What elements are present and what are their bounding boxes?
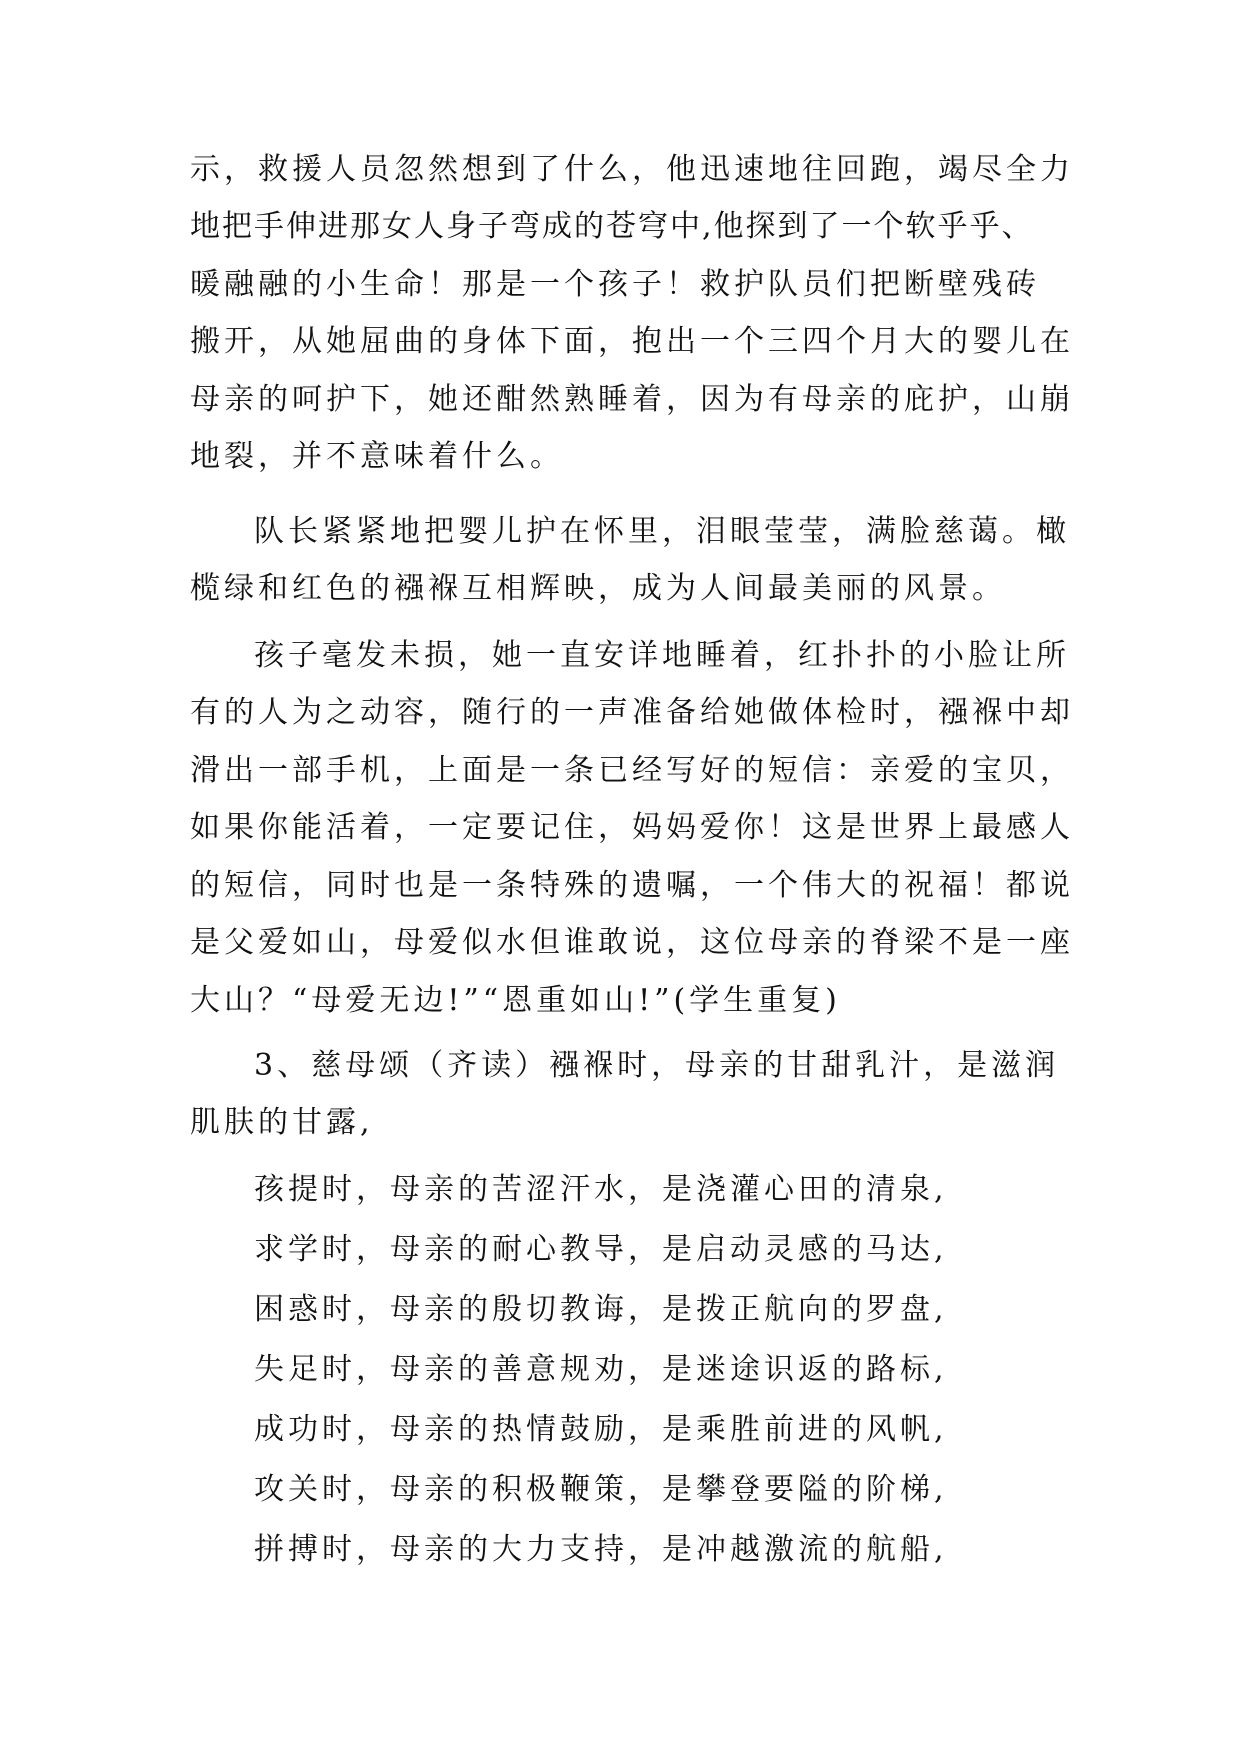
text-line: 示，救援人员忽然想到了什么，他迅速地往回跑，竭尽全力 — [190, 152, 1074, 187]
verse-line: 成功时，母亲的热情鼓励，是乘胜前进的风帆, — [254, 1412, 948, 1447]
text-line: 是父爱如山，母爱似水但谁敢说，这位母亲的脊梁不是一座 — [190, 925, 1074, 960]
text-line: 地把手伸进那女人身子弯成的苍穹中,他探到了一个软乎乎、 — [190, 209, 1034, 244]
text-line: 有的人为之动容，随行的一声准备给她做体检时，襁褓中却 — [190, 695, 1074, 730]
verse-line: 困惑时，母亲的殷切教诲，是拨正航向的罗盘, — [254, 1292, 948, 1327]
paragraph-start-line: 队长紧紧地把婴儿护在怀里，泪眼莹莹，满脸慈蔼。橄 — [254, 514, 1070, 549]
verse-line: 拼搏时，母亲的大力支持，是冲越激流的航船, — [254, 1532, 948, 1567]
text-line: 大山？“母爱无边!”“恩重如山!”(学生重复) — [190, 983, 841, 1018]
verse-line: 失足时，母亲的善意规劝，是迷途识返的路标, — [254, 1352, 948, 1387]
text-line: 的短信，同时也是一条特殊的遗嘱，一个伟大的祝福！都说 — [190, 868, 1074, 903]
text-line: 肌肤的甘露, — [190, 1105, 374, 1140]
text-line: 暖融融的小生命！那是一个孩子！救护队员们把断壁残砖 — [190, 267, 1040, 302]
text-line: 搬开，从她屈曲的身体下面，抱出一个三四个月大的婴儿在 — [190, 324, 1074, 359]
paragraph-start-line: 孩子毫发未损，她一直安详地睡着，红扑扑的小脸让所 — [254, 638, 1070, 673]
text-line: 如果你能活着，一定要记住，妈妈爱你！这是世界上最感人 — [190, 810, 1074, 845]
verse-line: 孩提时，母亲的苦涩汗水，是浇灌心田的清泉, — [254, 1172, 948, 1207]
text-line: 榄绿和红色的襁褓互相辉映，成为人间最美丽的风景。 — [190, 571, 1006, 606]
verse-line: 求学时，母亲的耐心教导，是启动灵感的马达, — [254, 1232, 948, 1267]
paragraph-start-line: 3、慈母颂（齐读）襁褓时，母亲的甘甜乳汁，是滋润 — [254, 1048, 1060, 1083]
verse-line: 攻关时，母亲的积极鞭策，是攀登要隘的阶梯, — [254, 1472, 948, 1507]
text-line: 母亲的呵护下，她还酣然熟睡着，因为有母亲的庇护，山崩 — [190, 382, 1074, 417]
text-line: 滑出一部手机，上面是一条已经写好的短信：亲爱的宝贝， — [190, 753, 1074, 788]
text-line: 地裂，并不意味着什么。 — [190, 439, 564, 474]
